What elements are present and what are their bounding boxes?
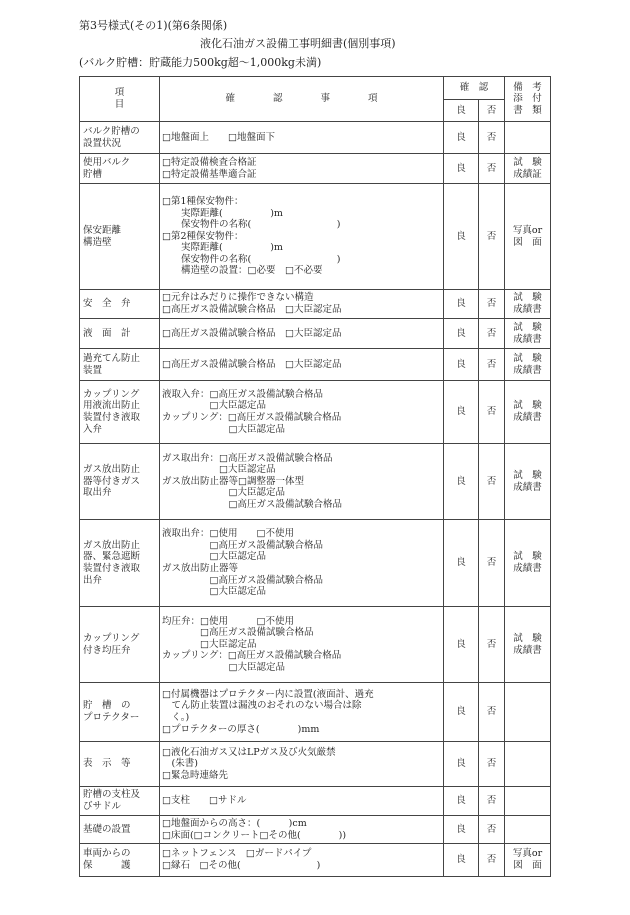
table-row [80, 154, 551, 184]
item-label: 用液流出防止 [83, 400, 141, 412]
remarks-cell [505, 742, 551, 787]
table-row [80, 319, 551, 349]
remark-line: 成績書 [513, 481, 542, 493]
confirm-item-line: □高圧ガス設備試験合格品 [162, 574, 323, 586]
confirm-item-line: □大臣認定品 [162, 638, 257, 650]
check-no-cell: 否 [479, 184, 505, 290]
remarks-cell [505, 290, 551, 319]
confirm-items-cell [160, 444, 444, 520]
column-header-item: 項 目 [80, 77, 160, 122]
item-label: カップリング [83, 632, 140, 644]
item-label: 保 護 [83, 860, 131, 871]
check-no-cell: 否 [479, 444, 505, 520]
table-row [80, 816, 551, 844]
confirm-item-line: □特定設備検査合格証 [162, 156, 257, 168]
remarks-cell [505, 319, 551, 349]
check-no-cell: 否 [479, 381, 505, 444]
table-row [80, 381, 551, 444]
remark-line: 試 験 [513, 292, 542, 304]
confirm-item-line: □高圧ガス設備試験合格品 [162, 539, 323, 551]
table-row [80, 844, 551, 877]
confirm-item-line: □ネットフェンス □ガードパイプ [162, 848, 312, 860]
table-row [80, 349, 551, 381]
column-header-confirm-items: 確 認 事 項 [160, 77, 444, 122]
check-good-cell: 良 [444, 444, 479, 520]
remark-line: 試 験 [513, 632, 542, 644]
confirm-item-line: □第2種保安物件： [162, 230, 244, 242]
confirm-item-line: □プロテクターの厚さ( )mm [162, 723, 320, 735]
column-header-good: 良 [444, 100, 479, 122]
confirm-items-cell [160, 520, 444, 607]
remarks-header-line: 書 類 [513, 104, 542, 116]
inspection-table [79, 76, 551, 877]
remark-line: 試 験 [513, 321, 542, 333]
confirm-items-cell [160, 154, 444, 184]
item-label: 出弁 [83, 574, 103, 586]
item-cell [80, 319, 160, 349]
confirm-item-line: 実際距離( )m [162, 242, 283, 254]
remarks-cell [505, 844, 551, 877]
item-label: 貯槽 [83, 168, 103, 180]
check-good-cell: 良 [444, 787, 479, 816]
check-good-cell: 良 [444, 816, 479, 844]
remarks-cell [505, 816, 551, 844]
remarks-cell [505, 122, 551, 154]
confirm-items-cell [160, 816, 444, 844]
remarks-cell [505, 154, 551, 184]
item-label: 車両からの [83, 848, 131, 860]
column-header-no: 否 [479, 100, 505, 122]
remark-line: 試 験 [513, 551, 542, 563]
item-label: カップリング [83, 388, 140, 400]
check-good-cell: 良 [444, 844, 479, 877]
item-label: 装置付き液取 [83, 563, 141, 574]
item-label: 器等付きガス [83, 475, 141, 487]
item-label: 付き均圧弁 [83, 644, 131, 656]
item-label: 表 示 等 [83, 758, 131, 770]
remark-line: 写真or [512, 848, 543, 860]
item-label: 過充てん防止 [83, 352, 141, 364]
confirm-item-line: 液取出弁：□使用 □不使用 [162, 528, 294, 540]
table-row [80, 683, 551, 742]
table-row [80, 520, 551, 607]
table-row [80, 607, 551, 683]
confirm-item-line: 保安物件の名称( ) [162, 219, 341, 231]
remark-line: 成績書 [513, 333, 542, 345]
table-row [80, 742, 551, 787]
confirm-items-cell [160, 607, 444, 683]
item-label: 取出弁 [83, 487, 112, 499]
remarks-cell [505, 381, 551, 444]
check-good-cell: 良 [444, 742, 479, 787]
item-label: 保安距離 [83, 224, 122, 236]
confirm-item-line: ガス放出防止器等□調整器一体型 [162, 475, 304, 487]
item-cell [80, 154, 160, 184]
confirm-item-line: □地盤面上 □地盤面下 [162, 131, 275, 143]
confirm-item-line: □支柱 □サドル [162, 795, 247, 807]
confirm-item-line: ガス放出防止器等 [162, 563, 239, 574]
check-no-cell: 否 [479, 683, 505, 742]
check-no-cell: 否 [479, 742, 505, 787]
confirm-item-line: □元弁はみだりに操作できない構造 [162, 292, 314, 304]
check-no-cell: 否 [479, 319, 505, 349]
table-row [80, 787, 551, 816]
remark-line: 成績書 [513, 304, 542, 315]
confirm-items-cell [160, 349, 444, 381]
item-cell [80, 290, 160, 319]
item-cell [80, 607, 160, 683]
item-label: 設置状況 [83, 137, 122, 149]
confirm-item-line: □付属機器はプロテクター内に設置(液面計、過充 [162, 688, 374, 700]
remark-line: 試 験 [513, 400, 542, 412]
item-label: 液 面 計 [83, 327, 131, 339]
check-good-cell: 良 [444, 290, 479, 319]
confirm-item-line: □高圧ガス設備試験合格品 [162, 498, 342, 510]
item-label: ガス放出防止 [83, 464, 141, 476]
column-header-check: 確 認 [444, 77, 505, 100]
confirm-item-line: □高圧ガス設備試験合格品 [162, 627, 314, 639]
confirm-item-line: 実際距離( )m [162, 207, 283, 219]
remark-line: 成績書 [513, 563, 542, 574]
confirm-item-line: □液化石油ガス又はLPガス及び火気厳禁 [162, 746, 336, 758]
remark-line: 図 面 [513, 236, 542, 248]
confirm-item-line: □大臣認定品 [162, 464, 276, 476]
check-no-cell: 否 [479, 290, 505, 319]
item-cell [80, 520, 160, 607]
item-label: バルク貯槽の [83, 125, 140, 137]
column-header-remarks [505, 77, 551, 122]
check-no-cell: 否 [479, 787, 505, 816]
form-subtitle: (バルク貯槽：貯蔵能力500kg超～1,000kg未満) [79, 56, 322, 69]
confirm-item-line: ガス取出弁：□高圧ガス設備試験合格品 [162, 452, 333, 464]
item-cell [80, 683, 160, 742]
confirm-items-cell [160, 683, 444, 742]
remarks-cell [505, 520, 551, 607]
confirm-item-line: □特定設備基準適合証 [162, 168, 257, 180]
item-cell [80, 787, 160, 816]
item-cell [80, 122, 160, 154]
confirm-item-line: □高圧ガス設備試験合格品 □大臣認定品 [162, 358, 342, 370]
confirm-item-line: □緊急時連絡先 [162, 769, 228, 781]
item-label: 貯槽の支柱及 [83, 789, 141, 801]
item-label: 装置付き液取 [83, 412, 141, 423]
confirm-item-line: く。) [162, 712, 190, 723]
remarks-cell [505, 787, 551, 816]
confirm-item-line: 保安物件の名称( ) [162, 253, 341, 265]
remark-line: 図 面 [513, 860, 542, 871]
check-no-cell: 否 [479, 844, 505, 877]
check-good-cell: 良 [444, 381, 479, 444]
remark-line: 試 験 [513, 156, 542, 168]
confirm-items-cell [160, 122, 444, 154]
check-good-cell: 良 [444, 683, 479, 742]
confirm-items-cell [160, 184, 444, 290]
remark-line: 試 験 [513, 469, 542, 481]
table-row [80, 444, 551, 520]
remarks-cell [505, 349, 551, 381]
remark-line: 成績書 [513, 364, 542, 376]
item-label: 使用バルク [83, 156, 131, 168]
confirm-item-line: カップリング：□高圧ガス設備試験合格品 [162, 650, 342, 662]
confirm-item-line: □大臣認定品 [162, 586, 266, 598]
remark-line: 成績証 [513, 168, 542, 180]
remarks-cell [505, 444, 551, 520]
item-cell [80, 381, 160, 444]
confirm-item-line: □大臣認定品 [162, 551, 266, 563]
item-cell [80, 444, 160, 520]
item-label: びサドル [83, 801, 122, 812]
confirm-items-cell [160, 742, 444, 787]
check-no-cell: 否 [479, 154, 505, 184]
confirm-items-cell [160, 319, 444, 349]
confirm-item-line: 液取入弁：□高圧ガス設備試験合格品 [162, 388, 323, 400]
check-no-cell: 否 [479, 520, 505, 607]
remark-line: 成績書 [513, 644, 542, 656]
item-label: 貯 槽 の [83, 700, 131, 712]
confirm-item-line: □大臣認定品 [162, 661, 285, 673]
item-label: 装置 [83, 364, 103, 376]
item-cell [80, 742, 160, 787]
confirm-item-line: □大臣認定品 [162, 423, 285, 435]
confirm-item-line: てん防止装置は漏洩のおそれのない場合は除 [162, 700, 362, 712]
table-row [80, 184, 551, 290]
confirm-item-line: カップリング：□高圧ガス設備試験合格品 [162, 412, 342, 423]
item-cell [80, 184, 160, 290]
table-row [80, 122, 551, 154]
check-good-cell: 良 [444, 184, 479, 290]
item-label: 入弁 [83, 423, 103, 435]
confirm-item-line: □大臣認定品 [162, 400, 266, 412]
check-good-cell: 良 [444, 122, 479, 154]
check-no-cell: 否 [479, 349, 505, 381]
check-good-cell: 良 [444, 520, 479, 607]
confirm-items-cell [160, 290, 444, 319]
confirm-item-line: □地盤面からの高さ：( )cm [162, 817, 307, 829]
item-label: 構造壁 [83, 236, 112, 248]
check-good-cell: 良 [444, 319, 479, 349]
remark-line: 写真or [512, 224, 543, 236]
remark-line: 成績書 [513, 412, 542, 423]
form-title: 液化石油ガス設備工事明細書(個別事項) [200, 37, 396, 50]
remark-line: 試 験 [513, 352, 542, 364]
confirm-item-line: (朱書) [162, 758, 198, 770]
confirm-item-line: 均圧弁：□使用 □不使用 [162, 615, 294, 627]
remarks-header-line: 備 考 [513, 81, 542, 93]
confirm-item-line: □大臣認定品 [162, 487, 285, 499]
item-label: 器、緊急遮断 [83, 551, 141, 563]
confirm-items-cell [160, 787, 444, 816]
confirm-item-line: □床面(□コンクリート□その他( )) [162, 829, 347, 841]
check-no-cell: 否 [479, 122, 505, 154]
check-no-cell: 否 [479, 607, 505, 683]
check-good-cell: 良 [444, 607, 479, 683]
check-good-cell: 良 [444, 154, 479, 184]
item-label: プロテクター [83, 712, 140, 723]
check-no-cell: 否 [479, 816, 505, 844]
remarks-cell [505, 184, 551, 290]
remarks-cell [505, 607, 551, 683]
confirm-item-line: □縁石 □その他( ) [162, 860, 321, 871]
confirm-item-line: □高圧ガス設備試験合格品 □大臣認定品 [162, 327, 342, 339]
item-label: 基礎の設置 [83, 823, 131, 835]
remarks-cell [505, 683, 551, 742]
confirm-items-cell [160, 844, 444, 877]
item-label: 安 全 弁 [83, 298, 131, 310]
item-cell [80, 816, 160, 844]
item-cell [80, 349, 160, 381]
confirm-item-line: □高圧ガス設備試験合格品 □大臣認定品 [162, 304, 342, 315]
confirm-item-line: 構造壁の設置：□必要 □不必要 [162, 265, 323, 277]
item-cell [80, 844, 160, 877]
confirm-items-cell [160, 381, 444, 444]
remarks-header-line: 添 付 [513, 93, 542, 105]
item-label: ガス放出防止 [83, 539, 141, 551]
table-row [80, 290, 551, 319]
check-good-cell: 良 [444, 349, 479, 381]
confirm-item-line: □第1種保安物件： [162, 195, 244, 207]
form-number: 第3号様式(その1)(第6条関係) [79, 19, 228, 32]
